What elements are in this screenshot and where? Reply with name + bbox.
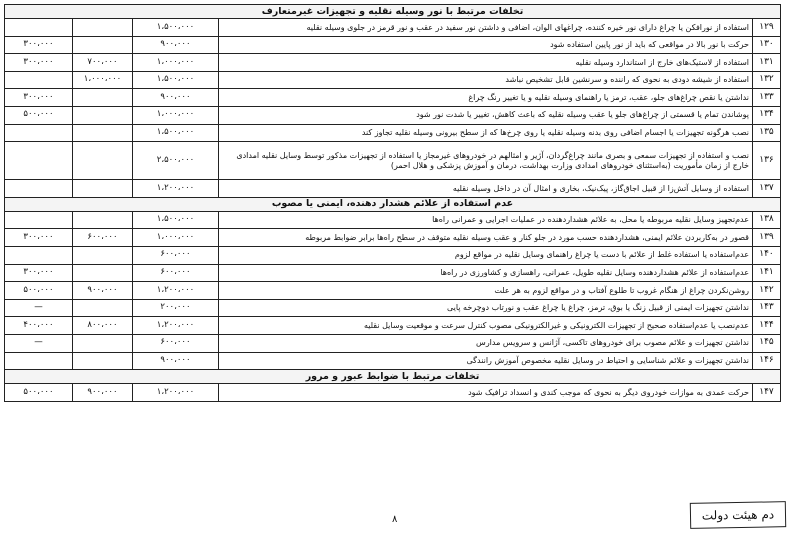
fine-amount-3: ۵۰۰،۰۰۰ — [5, 384, 73, 402]
fine-amount-2 — [73, 124, 133, 142]
table-row — [5, 334, 781, 352]
violation-number: ۱۳۹ — [753, 229, 781, 247]
fine-amount-1: ۱،۰۰۰،۰۰۰ — [133, 106, 219, 124]
table-row — [5, 106, 781, 124]
section-header-row — [5, 197, 781, 211]
violation-description: نداشتن تجهیزات ایمنی از قبیل زنگ یا بوق، ترمز، چراغ یا چراغ عقب و نورتاب دوچرخه پایی — [219, 299, 753, 317]
violation-description: حرکت عمدی به موازات خودروی دیگر به نحوی که موجب کندی و انسداد ترافیک شود — [219, 384, 753, 402]
violation-description: نداشتن تجهیزات و علائم شناسایی و احتیاط در وسایل نقلیه مخصوص آموزش رانندگی — [219, 352, 753, 370]
table-row — [5, 211, 781, 229]
fine-amount-3 — [5, 124, 73, 142]
page-number: ۸ — [392, 514, 398, 525]
fine-amount-2: ۹۰۰،۰۰۰ — [73, 384, 133, 402]
violation-description: استفاده از وسایل آتش‌زا از قبیل اجاق‌گاز، پیک‌نیک، بخاری و امثال آن در داخل وسیله نقلیه — [219, 180, 753, 198]
violation-description: استفاده از شیشه دودی به نحوی که راننده و سرنشین قابل تشخیص نباشد — [219, 71, 753, 89]
fine-amount-2: ۶۰۰،۰۰۰ — [73, 229, 133, 247]
violation-number: ۱۳۰ — [753, 36, 781, 54]
fine-amount-2 — [73, 89, 133, 107]
fine-amount-1: ۱،۲۰۰،۰۰۰ — [133, 282, 219, 300]
fine-amount-3: — — [5, 334, 73, 352]
table-row — [5, 282, 781, 300]
table-row — [5, 384, 781, 402]
violation-description: نداشتن یا نقص چراغ‌های جلو، عقب، ترمز یا راهنمای وسیله نقلیه و یا تغییر رنگ چراغ — [219, 89, 753, 107]
fine-amount-3: ۵۰۰،۰۰۰ — [5, 106, 73, 124]
violation-description: استفاده از نورافکن یا چراغ دارای نور خیره کننده، چراغهای الوان، اضافی و داشتن نور سفید در عقب و نور قرمز در جلوی وسیله نقلیه — [219, 19, 753, 37]
fine-amount-1: ۱،۵۰۰،۰۰۰ — [133, 71, 219, 89]
fine-amount-2: ۱،۰۰۰،۰۰۰ — [73, 71, 133, 89]
fines-table — [4, 4, 781, 402]
fine-amount-3 — [5, 71, 73, 89]
table-row — [5, 36, 781, 54]
fine-amount-2 — [73, 264, 133, 282]
table-row — [5, 142, 781, 180]
fine-amount-1: ۱،۵۰۰،۰۰۰ — [133, 19, 219, 37]
violation-description: قصور در به‌کاربردن علائم ایمنی، هشداردهنده حسب مورد در جلو کنار و عقب وسیله نقلیه متوقف در سطح راه‌ها برابر ضوابط مربوطه — [219, 229, 753, 247]
fine-amount-2: ۹۰۰،۰۰۰ — [73, 282, 133, 300]
violation-number: ۱۳۴ — [753, 106, 781, 124]
violation-number: ۱۳۵ — [753, 124, 781, 142]
fine-amount-1: ۱،۵۰۰،۰۰۰ — [133, 211, 219, 229]
table-row — [5, 352, 781, 370]
table-row — [5, 124, 781, 142]
violation-number: ۱۴۷ — [753, 384, 781, 402]
fine-amount-3: ۳۰۰،۰۰۰ — [5, 54, 73, 72]
section-header-row — [5, 5, 781, 19]
section-header-row — [5, 370, 781, 384]
fine-amount-3 — [5, 352, 73, 370]
fine-amount-2 — [73, 211, 133, 229]
table-row — [5, 299, 781, 317]
fine-amount-1: ۱،۲۰۰،۰۰۰ — [133, 180, 219, 198]
violation-number: ۱۴۶ — [753, 352, 781, 370]
violation-description: حرکت با نور بالا در مواقعی که باید از نور پایین استفاده شود — [219, 36, 753, 54]
fine-amount-2 — [73, 36, 133, 54]
violation-number: ۱۴۳ — [753, 299, 781, 317]
fine-amount-2 — [73, 246, 133, 264]
violation-description: پوشاندن تمام یا قسمتی از چراغ‌های جلو یا عقب وسیله نقلیه که باعث کاهش، تغییر یا شدت نور شود — [219, 106, 753, 124]
fine-amount-1: ۱،۵۰۰،۰۰۰ — [133, 124, 219, 142]
section-title: تخلفات مرتبط با نور وسیله نقلیه و تجهیزات غیرمتعارف — [5, 5, 781, 19]
violation-number: ۱۳۶ — [753, 142, 781, 180]
fine-amount-3: ۴۰۰،۰۰۰ — [5, 317, 73, 335]
fines-table-page — [4, 4, 780, 402]
fine-amount-1: ۶۰۰،۰۰۰ — [133, 264, 219, 282]
fine-amount-3 — [5, 246, 73, 264]
fine-amount-3: ۵۰۰،۰۰۰ — [5, 282, 73, 300]
table-row — [5, 54, 781, 72]
table-row — [5, 19, 781, 37]
violation-description: عدم‌نصب یا عدم‌استفاده صحیح از تجهیزات الکترونیکی و غیرالکترونیکی مصوب کنترل سرعت و موقعیت وسایل نقلیه — [219, 317, 753, 335]
fine-amount-1: ۹۰۰،۰۰۰ — [133, 36, 219, 54]
fine-amount-2 — [73, 180, 133, 198]
fine-amount-1: ۱،۰۰۰،۰۰۰ — [133, 229, 219, 247]
stamp-prefix: دم — [761, 507, 775, 522]
table-row — [5, 71, 781, 89]
fine-amount-1: ۲،۵۰۰،۰۰۰ — [133, 142, 219, 180]
fine-amount-3 — [5, 142, 73, 180]
table-row — [5, 317, 781, 335]
violation-number: ۱۳۸ — [753, 211, 781, 229]
violation-number: ۱۴۰ — [753, 246, 781, 264]
violation-number: ۱۳۲ — [753, 71, 781, 89]
stamp-text: هیئت دولت — [701, 507, 758, 523]
section-title: عدم استفاده از علائم هشدار دهنده، ایمنی یا مصوب — [5, 197, 781, 211]
fine-amount-3: ۳۰۰،۰۰۰ — [5, 89, 73, 107]
table-row — [5, 264, 781, 282]
table-row — [5, 89, 781, 107]
fine-amount-3 — [5, 180, 73, 198]
fine-amount-1: ۱،۲۰۰،۰۰۰ — [133, 384, 219, 402]
fine-amount-2 — [73, 106, 133, 124]
violation-description: عدم‌استفاده از علائم هشداردهنده وسایل نقلیه طویل، عمرانی، راهسازی و کشاورزی در راه‌ها — [219, 264, 753, 282]
fine-amount-3 — [5, 19, 73, 37]
fine-amount-2 — [73, 19, 133, 37]
table-row — [5, 246, 781, 264]
fine-amount-3: — — [5, 299, 73, 317]
violation-number: ۱۴۲ — [753, 282, 781, 300]
section-title: تخلفات مرتبط با ضوابط عبور و مرور — [5, 370, 781, 384]
violation-number: ۱۳۷ — [753, 180, 781, 198]
table-row — [5, 180, 781, 198]
violation-description: عدم‌تجهیز وسایل نقلیه مربوطه یا محل، به علائم هشداردهنده در عملیات اجرایی و عمرانی راه‌ها — [219, 211, 753, 229]
fine-amount-2 — [73, 334, 133, 352]
violation-number: ۱۳۳ — [753, 89, 781, 107]
fine-amount-1: ۹۰۰،۰۰۰ — [133, 89, 219, 107]
fine-amount-1: ۱،۲۰۰،۰۰۰ — [133, 317, 219, 335]
fine-amount-3: ۳۰۰،۰۰۰ — [5, 264, 73, 282]
table-row — [5, 229, 781, 247]
violation-description: روشن‌نکردن چراغ از هنگام غروب تا طلوع آفتاب و در مواقع لزوم به هر علت — [219, 282, 753, 300]
fine-amount-1: ۶۰۰،۰۰۰ — [133, 246, 219, 264]
violation-description: عدم‌استفاده یا استفاده غلط از علائم با دست یا چراغ راهنمای وسایل نقلیه در مواقع لزوم — [219, 246, 753, 264]
fine-amount-1: ۹۰۰،۰۰۰ — [133, 352, 219, 370]
violation-description: استفاده از لاستیک‌های خارج از استاندارد وسیله نقلیه — [219, 54, 753, 72]
fine-amount-3: ۳۰۰،۰۰۰ — [5, 229, 73, 247]
fine-amount-2 — [73, 299, 133, 317]
fine-amount-1: ۱،۰۰۰،۰۰۰ — [133, 54, 219, 72]
violation-number: ۱۴۵ — [753, 334, 781, 352]
violation-description: نصب و استفاده از تجهیزات سمعی و بصری مانند چراغ‌گردان، آژیر و امثالهم در خودروهای غیرمجاز یا استفاده از تجهیزات مذکور توسط وسایل نقلیه امدادی خارج از زمان مأموریت (بەاستثنای خودروهای امدادی وزارت بهداشت، درمان و آموزش پزشکی و هلال احمر) — [219, 142, 753, 180]
violation-description: نداشتن تجهیزات و علائم مصوب برای خودروهای تاکسی، آژانس و سرویس مدارس — [219, 334, 753, 352]
fine-amount-2: ۸۰۰،۰۰۰ — [73, 317, 133, 335]
government-stamp — [690, 501, 786, 529]
fine-amount-3: ۳۰۰،۰۰۰ — [5, 36, 73, 54]
fine-amount-3 — [5, 211, 73, 229]
violation-number: ۱۳۱ — [753, 54, 781, 72]
violation-number: ۱۴۱ — [753, 264, 781, 282]
fine-amount-1: ۶۰۰،۰۰۰ — [133, 334, 219, 352]
violation-number: ۱۲۹ — [753, 19, 781, 37]
fine-amount-2 — [73, 352, 133, 370]
fine-amount-2: ۷۰۰،۰۰۰ — [73, 54, 133, 72]
violation-number: ۱۴۴ — [753, 317, 781, 335]
violation-description: نصب هرگونه تجهیزات یا اجسام اضافی روی بدنه وسیله نقلیه یا روی چرخ‌ها که از سطح بیرونی وسیله نقلیه تجاوز کند — [219, 124, 753, 142]
fine-amount-2 — [73, 142, 133, 180]
fine-amount-1: ۲۰۰،۰۰۰ — [133, 299, 219, 317]
